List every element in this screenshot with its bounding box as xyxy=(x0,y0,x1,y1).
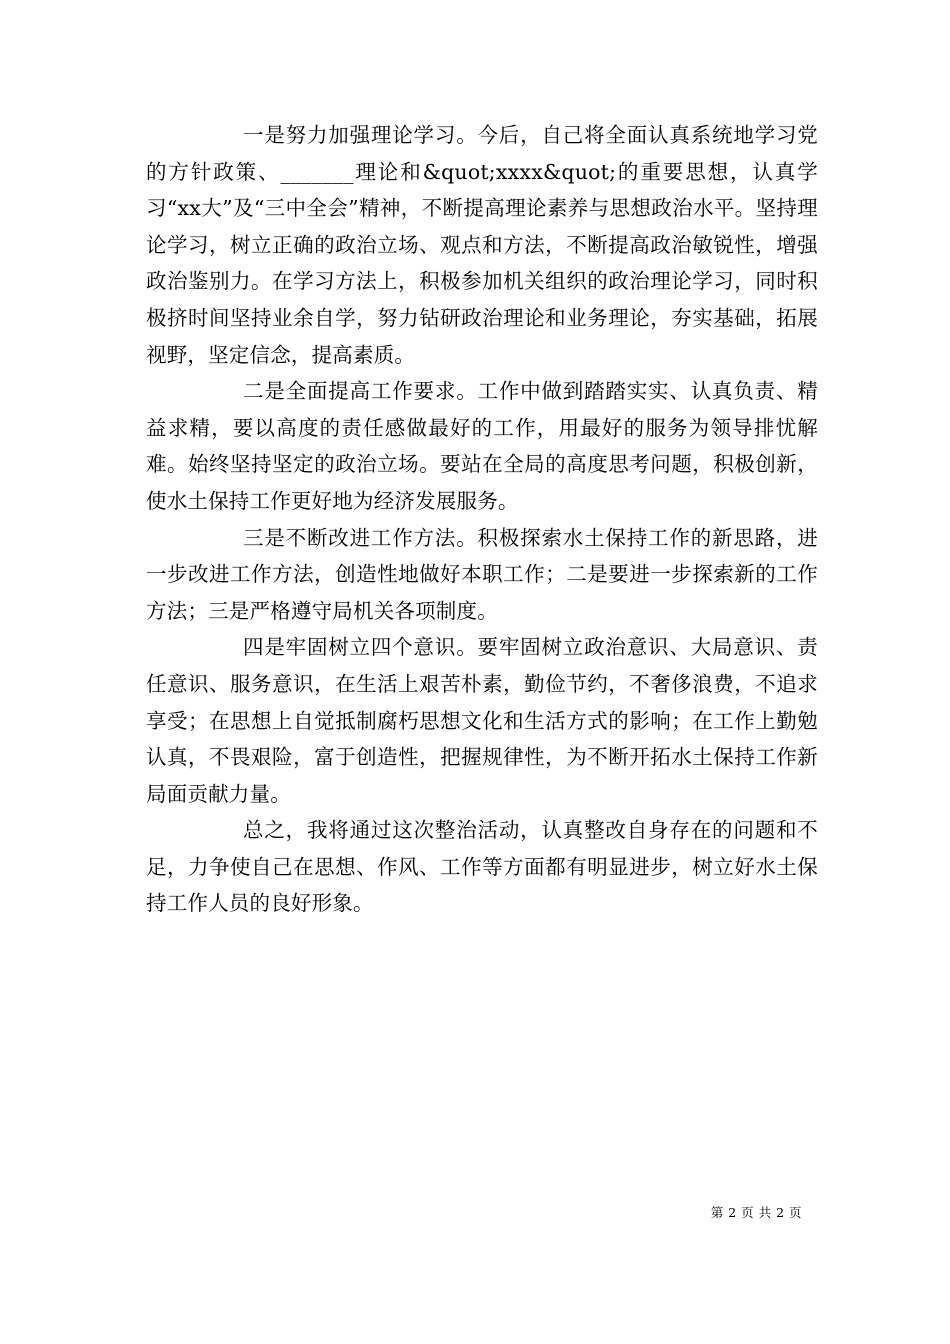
paragraph-work-methods: 三是不断改进工作方法。积极探索水土保持工作的新思路，进一步改进工作方法，创造性地做好本职工作；二是要进一步探索新的工作方法；三是严格遵守局机关各项制度。 xyxy=(146,525,818,623)
paragraph-theory-study: 一是努力加强理论学习。今后，自己将全面认真系统地学习党的方针政策、_______理论和&quot;xxxx&quot;的重要思想，认真学习“xx大”及“三中全会”精神，不断提高理论素养与思想政治水平。坚持理论学习，树立正确的政治立场、观点和方法，不断提高政治敏锐性，增强政治鉴别力。在学习方法上，积极参加机关组织的政治理论学习，同时积极挤时间坚持业余自学，努力钻研政治理论和业务理论，夯实基础，拓展视野，坚定信念，提高素质。 xyxy=(146,123,818,367)
page-number-footer: 第 2 页 共 2 页 xyxy=(710,1205,802,1220)
paragraph-four-awareness: 四是牢固树立四个意识。要牢固树立政治意识、大局意识、责任意识、服务意识，在生活上艰苦朴素，勤俭节约，不奢侈浪费，不追求享受；在思想上自觉抵制腐朽思想文化和生活方式的影响；在工作上勤勉认真，不畏艰险，富于创造性，把握规律性，为不断开拓水土保持工作新局面贡献力量。 xyxy=(146,635,818,806)
paragraph-work-requirements: 二是全面提高工作要求。工作中做到踏踏实实、认真负责、精益求精，要以高度的责任感做最好的工作，用最好的服务为领导排忧解难。始终坚持坚定的政治立场。要站在全局的高度思考问题，积极创新，使水土保持工作更好地为经济发展服务。 xyxy=(146,379,818,513)
paragraph-summary: 总之，我将通过这次整治活动，认真整改自身存在的问题和不足，力争使自己在思想、作风、工作等方面都有明显进步，树立好水土保持工作人员的良好形象。 xyxy=(146,818,818,916)
document-body xyxy=(146,117,818,922)
